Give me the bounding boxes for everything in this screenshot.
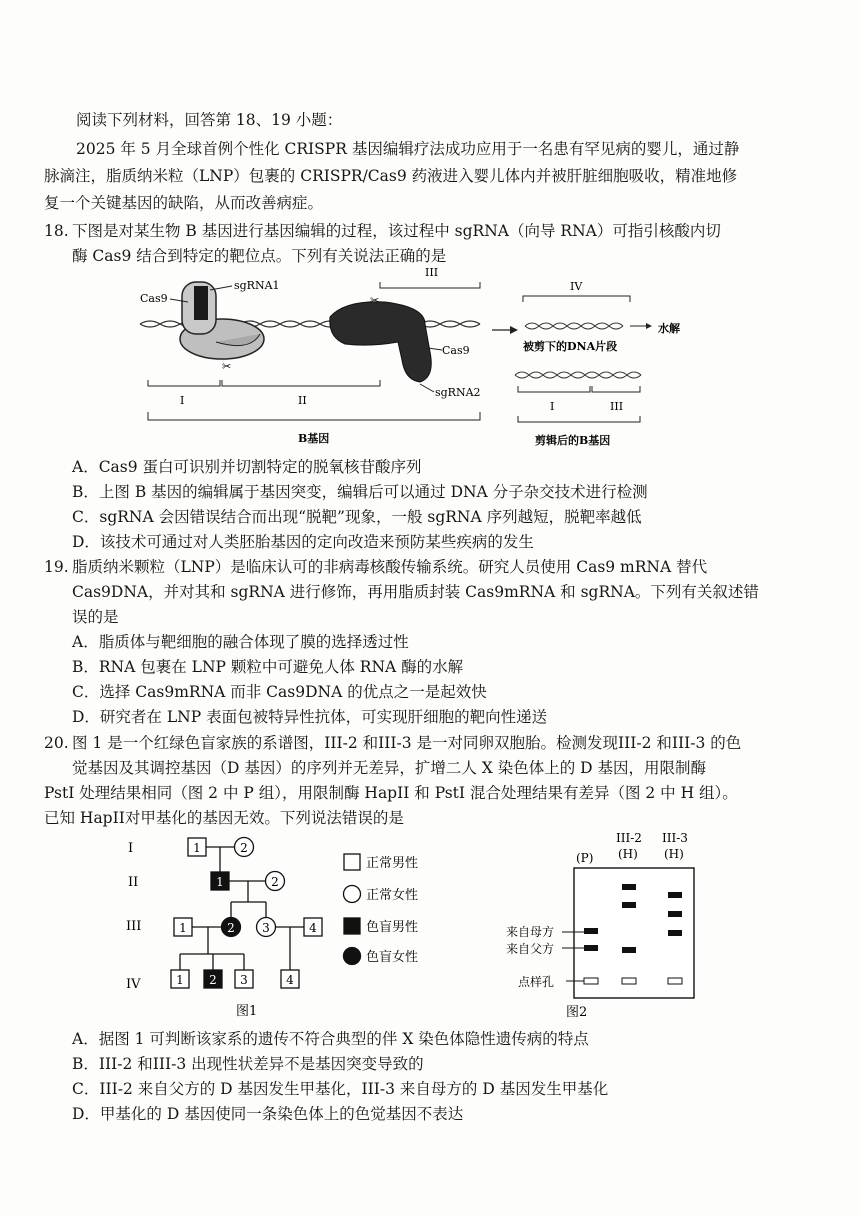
intro-line: 2025 年 5 月全球首例个性化 CRISPR 基因编辑疗法成功应用于一名患有罕见病的婴儿，通过静 xyxy=(76,140,740,158)
question-number: 19. xyxy=(44,558,69,576)
cas9-complex-right xyxy=(330,302,431,382)
option: C．III-2 来自父方的 D 基因发生甲基化，III-3 来自母方的 D 基因发生甲基化 xyxy=(72,1080,609,1098)
after-I-label: I xyxy=(550,400,555,413)
roman-I-label: I xyxy=(180,394,185,407)
question-stem: 已知 HapII对甲基化的基因无效。下列说法错误的是 xyxy=(44,809,404,827)
option: A．脂质体与靶细胞的融合体现了膜的选择透过性 xyxy=(72,633,409,651)
individual-number: 4 xyxy=(309,921,317,935)
option: B．III-2 和III-3 出现性状差异不是基因突变导致的 xyxy=(72,1055,424,1073)
cut-dna-fragment xyxy=(525,323,623,329)
individual-number: 1 xyxy=(193,841,201,855)
gen-label: III xyxy=(126,919,142,934)
option: B．上图 B 基因的编辑属于基因突变，编辑后可以通过 DNA 分子杂交技术进行检测 xyxy=(72,483,648,501)
cut-fragment-label: 被剪下的DNA片段 xyxy=(523,340,618,353)
scissors-icon: ✂ xyxy=(222,360,232,373)
option: C．sgRNA 会因错误结合而出现“脱靶”现象，一般 sgRNA 序列越短，脱靶率越低 xyxy=(72,508,642,526)
intro-line: 复一个关键基因的缺陷，从而改善病症。 xyxy=(44,194,324,212)
individual-number: 2 xyxy=(271,875,279,889)
question-stem: 酶 Cas9 结合到特定的靶位点。下列有关说法正确的是 xyxy=(72,247,447,265)
individual-number: 2 xyxy=(240,841,248,855)
edited-b-gene-label: 剪辑后的B基因 xyxy=(535,434,611,447)
after-III-label: III xyxy=(610,400,624,413)
gel-figure xyxy=(500,828,710,1024)
individual-number: 2 xyxy=(209,973,217,987)
question-stem: 误的是 xyxy=(72,608,119,626)
option: B．RNA 包裹在 LNP 颗粒中可避免人体 RNA 酶的水解 xyxy=(72,658,464,676)
individual-number: 1 xyxy=(176,973,184,987)
scissors-icon: ✂ xyxy=(370,294,380,307)
cas9-label-left: Cas9 xyxy=(140,292,168,305)
option: D．研究者在 LNP 表面包被特异性抗体，可实现肝细胞的靶向性递送 xyxy=(72,708,548,726)
column-label-iii3: III-3 xyxy=(662,831,688,845)
pedigree-figure xyxy=(118,832,448,1022)
question-stem: 下图是对某生物 B 基因进行基因编辑的过程，该过程中 sgRNA（向导 RNA）可指引核酸内切 xyxy=(72,222,721,240)
row-label-paternal: 来自父方 xyxy=(506,942,555,956)
individual-number: 3 xyxy=(240,973,248,987)
question-number: 20. xyxy=(44,734,69,752)
roman-IV-label: IV xyxy=(570,280,583,293)
option: D．该技术可通过对人类胚胎基因的定向改造来预防某些疾病的发生 xyxy=(72,533,534,551)
sgrna1-label: sgRNA1 xyxy=(234,279,280,292)
intro-line: 阅读下列材料，回答第 18、19 小题： xyxy=(76,111,343,129)
individual-number: 1 xyxy=(216,875,224,889)
individual-number: 3 xyxy=(262,921,270,935)
column-label-iii2: III-2 xyxy=(616,831,642,845)
lane-label: (H) xyxy=(618,847,638,861)
hydrolysis-label: 水解 xyxy=(658,322,680,335)
row-label-well: 点样孔 xyxy=(518,975,555,989)
individual-number: 2 xyxy=(227,921,235,935)
question-stem: 图 1 是一个红绿色盲家族的系谱图，III-2 和III-3 是一对同卵双胞胎。检测发现III-2 和III-3 的色 xyxy=(72,734,742,752)
sgrna2-label: sgRNA2 xyxy=(435,386,481,399)
legend-normal-male: 正常男性 xyxy=(366,856,419,871)
cas9-label-right: Cas9 xyxy=(442,344,470,357)
legend-normal-female: 正常女性 xyxy=(366,888,419,903)
roman-II-label: II xyxy=(298,394,307,407)
roman-III-label: III xyxy=(425,266,439,279)
gen-label: I xyxy=(128,841,134,856)
row-label-maternal: 来自母方 xyxy=(506,925,555,939)
individual-number: 4 xyxy=(286,973,294,987)
figure-caption: 图2 xyxy=(566,1005,588,1020)
option: A．据图 1 可判断该家系的遗传不符合典型的伴 X 染色体隐性遗传病的特点 xyxy=(72,1030,589,1048)
figure-caption: 图1 xyxy=(236,1004,258,1019)
option: A．Cas9 蛋白可识别并切割特定的脱氧核苷酸序列 xyxy=(72,458,422,476)
gen-label: IV xyxy=(126,977,141,992)
legend-colorblind-female: 色盲女性 xyxy=(366,950,419,965)
edited-dna-strand xyxy=(515,372,641,378)
option: C．选择 Cas9mRNA 而非 Cas9DNA 的优点之一是起效快 xyxy=(72,683,487,701)
lane-label: (P) xyxy=(576,851,594,865)
crispr-figure xyxy=(130,262,680,458)
gen-label: II xyxy=(128,875,139,890)
question-stem: 觉基因及其调控基因（D 基因）的序列并无差异，扩增二人 X 染色体上的 D 基因，用限制酶 xyxy=(72,759,707,777)
option: D．甲基化的 D 基因使同一条染色体上的色觉基因不表达 xyxy=(72,1105,464,1123)
question-number: 18. xyxy=(44,222,69,240)
question-stem: PstI 处理结果相同（图 2 中 P 组），用限制酶 HapII 和 PstI 混合处理结果有差异（图 2 中 H 组）。 xyxy=(44,784,738,802)
lane-label: (H) xyxy=(664,847,684,861)
individual-number: 1 xyxy=(179,921,187,935)
b-gene-label: B基因 xyxy=(298,432,330,445)
intro-line: 脉滴注，脂质纳米粒（LNP）包裹的 CRISPR/Cas9 药液进入婴儿体内并被肝脏细胞吸收，精准地修 xyxy=(44,167,738,185)
question-stem: 脂质纳米颗粒（LNP）是临床认可的非病毒核酸传输系统。研究人员使用 Cas9 mRNA 替代 xyxy=(72,558,708,576)
legend-colorblind-male: 色盲男性 xyxy=(366,920,419,935)
question-stem: Cas9DNA，并对其和 sgRNA 进行修饰，再用脂质封装 Cas9mRNA 和 sgRNA。下列有关叙述错 xyxy=(72,583,759,601)
